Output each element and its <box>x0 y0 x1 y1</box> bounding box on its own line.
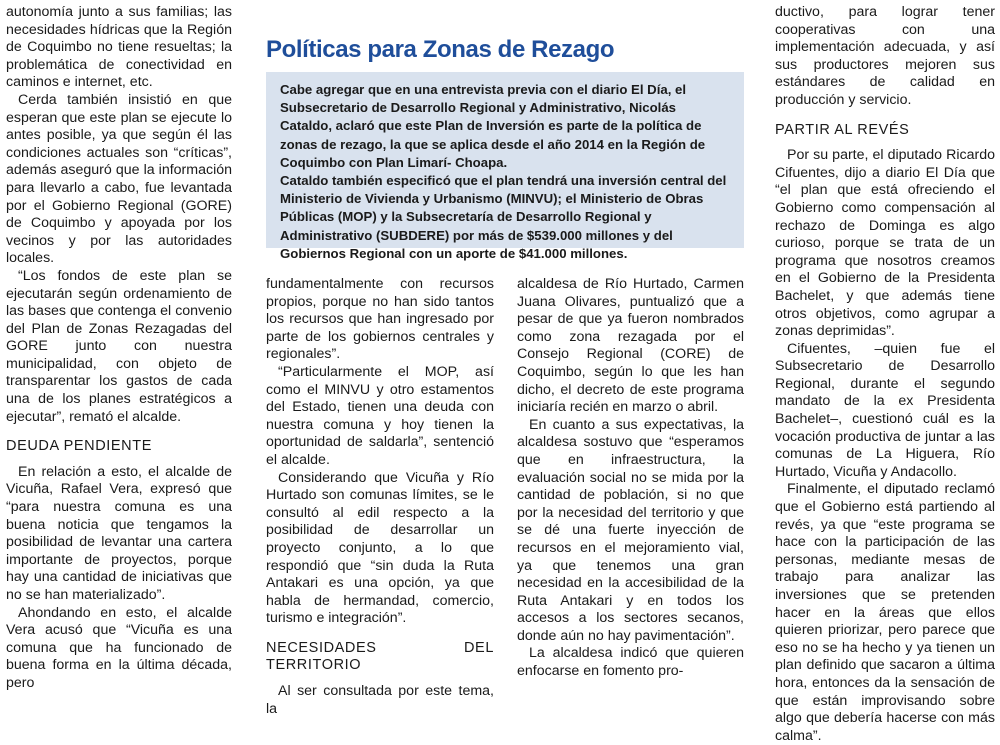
box-title: Políticas para Zonas de Rezago <box>266 36 615 63</box>
paragraph: Ahondando en esto, el alcalde Vera acusó que “Vicuña es una comuna que ha funcionado de buena forma en la última década, pero <box>6 604 232 691</box>
section-heading: NECESIDADES DEL TERRITORIO <box>266 639 494 674</box>
paragraph: En cuanto a sus expectativas, la alcaldesa sostuvo que “esperamos que en infraestructura, la evaluación social no se mida por la cantidad de población, si no que por la necesidad del territorio y que se dé una fuerte inyección de recursos en el mejoramiento vial, ya que tenemos una gran necesidad en la accesibilidad de la Ruta Antakari y en todos los accesos a los sectores secanos, donde aún no hay pavimentación”. <box>517 416 744 644</box>
paragraph: Cifuentes, –quien fue el Subsecretario de Desarrollo Regional, durante el segundo mandato de la ex Presidenta Bachelet–, cuestionó cuál es la vocación productiva de juntar a las comunas de La Higuera, Río Hurtado, Vicuña y Andacollo. <box>775 340 995 480</box>
paragraph: Al ser consultada por este tema, la <box>266 683 494 717</box>
paragraph: Considerando que Vicuña y Río Hurtado son comunas límites, se le consultó al edil respecto a la posibilidad de desarrollar un proyecto conjunto, a lo que respondió que “sin duda la Ruta Antakari es una opción, ya que habla de hermandad, comercio, turismo e integración”. <box>266 469 494 627</box>
paragraph: La alcaldesa indicó que quieren enfocarse en fomento pro- <box>517 645 744 680</box>
column-1 <box>6 4 232 693</box>
box-paragraph: Cataldo también especificó que el plan tendrá una inversión central del Ministerio de Vivienda y Urbanismo (MINVU); el Ministerio de Obras Públicas (MOP) y la Subsecretaría de Desarrollo Regional y Administrativo (SUBDERE) por más de $539.000 millones y del Gobiernos Regional con un aporte de $41.000 millones. <box>280 173 727 261</box>
paragraph: Finalmente, el diputado reclamó que el Gobierno está partiendo al revés, ya que “este programa se hace con la participación de las personas, mediante mesas de trabajo para analizar las inversiones que se pretenden hacer en la áreas que ellos quieren priorizar, pero parece que eso no se ha hecho y ya tienen un plan definido que sacaron a última hora, entonces da la sensación de que están improvisando sobre algo que debería hacerse con más calma”. <box>775 481 995 744</box>
section-heading: DEUDA PENDIENTE <box>6 438 152 455</box>
box-paragraph: Cabe agregar que en una entrevista previa con el diario El Día, el Subsecretario de Desarrollo Regional y Administrativo, Nicolás Cataldo, aclaró que este Plan de Inversión es parte de la política de zonas de rezago, la que se aplica desde el año 2014 en la Región de Coquimbo con Plan Limarí- Choapa. <box>280 82 706 170</box>
section-heading: PARTIR AL REVÉS <box>775 121 910 138</box>
paragraph: autonomía junto a sus familias; las necesidades hídricas que la Región de Coquimbo no tiene resueltas; la problemática de conectividad en caminos e internet, etc. <box>6 4 232 91</box>
paragraph: “Particularmente el MOP, así como el MINVU y otro estamentos del Estado, tienen una deuda con nuestra comuna y hoy tienen la oportunidad de saldarla”, sentenció el alcalde. <box>266 363 494 468</box>
column-2 <box>266 276 494 718</box>
paragraph: En relación a esto, el alcalde de Vicuña, Rafael Vera, expresó que “para nuestra comuna es una buena noticia que tengamos la posibilidad de levantar una cartera importante de proyectos, porque hay una cantidad de iniciativas que no se han materializado”. <box>6 463 232 603</box>
highlight-box <box>266 72 744 261</box>
paragraph: Cerda también insistió en que esperan que este plan se ejecute lo antes posible, ya que según él las condiciones actuales son “críticas”, además aseguró que la información para llevarlo a cabo, fue levantada por el Gobierno Regional (GORE) de Coquimbo y apoyada por los vecinos y por las autoridades locales. <box>6 91 232 267</box>
paragraph: ductivo, para lograr tener cooperativas con una implementación adecuada, y así sus productores mejoren sus estándares de calidad en producción y servicio. <box>775 4 995 108</box>
paragraph: “Los fondos de este plan se ejecutarán según ordenamiento de las bases que contenga el convenio del Plan de Zonas Rezagadas del GORE junto con nuestra municipalidad, con objeto de transparentar los gastos de cada una de los planes estratégicos a ejecutar”, remató el alcalde. <box>6 267 232 425</box>
paragraph: alcaldesa de Río Hurtado, Carmen Juana Olivares, puntualizó que a pesar de que ya fueron nombrados como zona rezagada por el Consejo Regional (CORE) de Coquimbo, según lo que les han dicho, el decreto de este programa iniciaría recién en marzo o abril. <box>517 276 744 416</box>
paragraph: Por su parte, el diputado Ricardo Cifuentes, dijo a diario El Día que “el plan que está ofreciendo el Gobierno como compensación al rechazo de Dominga es algo curioso, porque se trata de un programa que nosotros creamos en el Gobierno de la Presidenta Bachelet, y que además tiene otros objetivos, como agrupar a zonas deprimidas”. <box>775 147 995 340</box>
column-3 <box>517 276 744 681</box>
paragraph: fundamentalmente con recursos propios, porque no han sido tantos los recursos que han ingresado por parte de los gobiernos centrales y regionales”. <box>266 276 494 363</box>
column-4 <box>775 4 995 745</box>
